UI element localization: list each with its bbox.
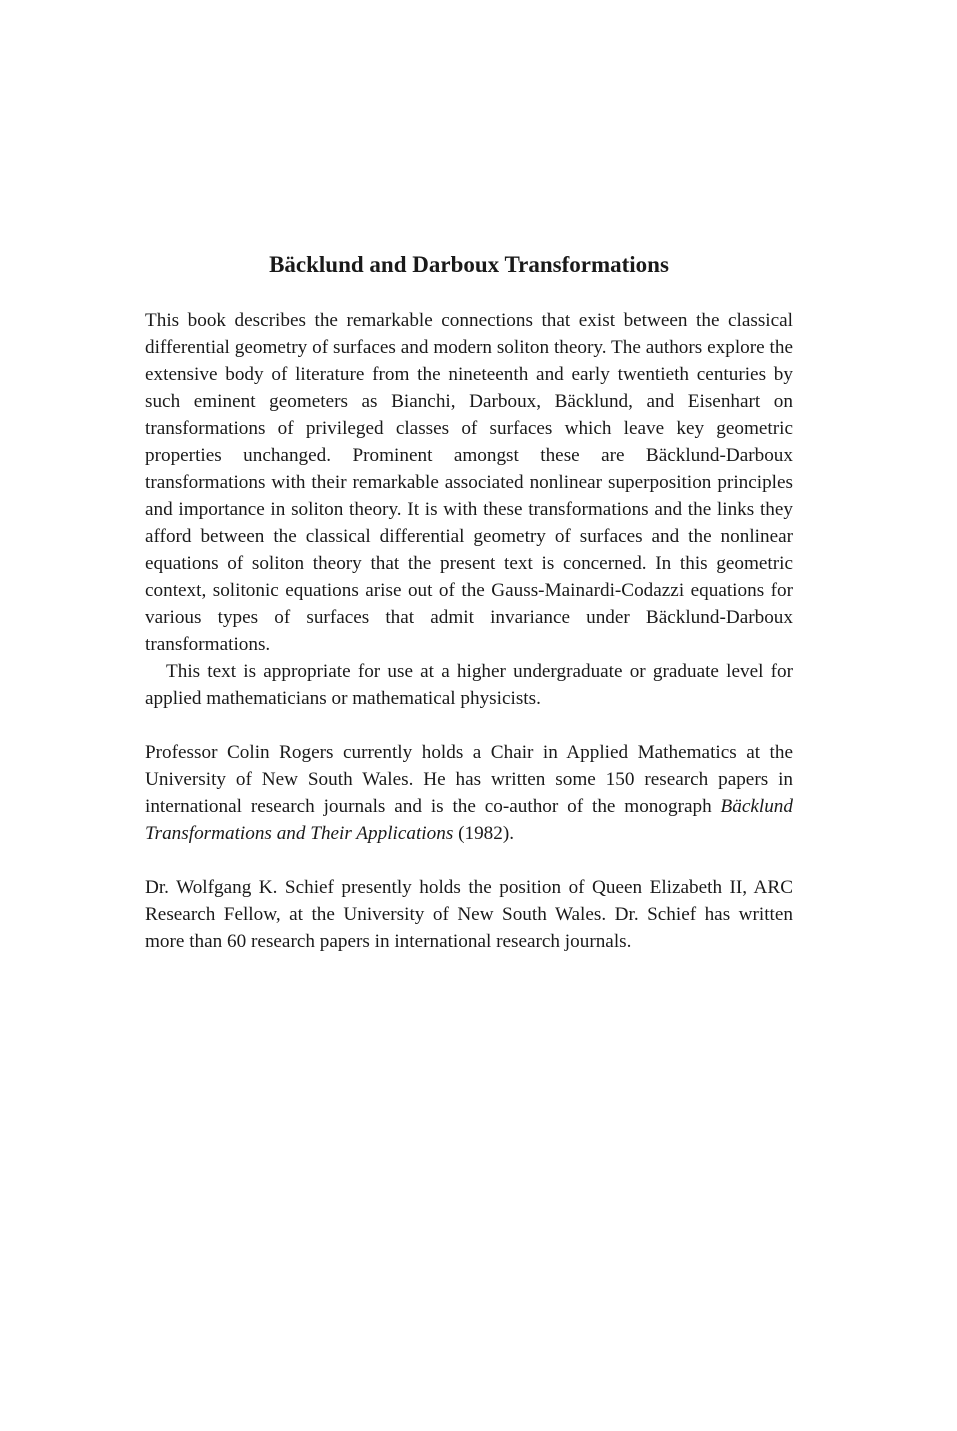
book-title: Bäcklund and Darboux Transformations (269, 252, 669, 277)
rogers-bio-text: Professor Colin Rogers currently holds a Chair in Applied Mathematics at the University of New South Wales. He has written some 150 research papers in international research journals and is the co-author of the monograph (145, 742, 793, 817)
author-bio-schief: Dr. Wolfgang K. Schief presently holds the position of Queen Elizabeth II, ARC Research Fellow, at the University of New South Wales. Dr. Schief has written more than 60 research papers in international research journals. (145, 877, 793, 952)
author-bio-rogers (145, 739, 793, 847)
monograph-year: (1982). (453, 823, 515, 844)
monograph-title: Bäcklund Transformations and Their Applications (145, 796, 793, 844)
description-paragraph-2: This text is appropriate for use at a higher undergraduate or graduate level for applied mathematicians or mathematical physicists. (145, 661, 793, 709)
blurb-page (145, 250, 793, 955)
description-paragraph-1: This book describes the remarkable connections that exist between the classical differential geometry of surfaces and modern soliton theory. The authors explore the extensive body of literature from the nineteenth and early twentieth centuries by such eminent geometers as Bianchi, Darboux, Bäcklund, and Eisenhart on transformations of privileged classes of surfaces which leave key geometric properties unchanged. Prominent amongst these are Bäcklund-Darboux transformations with their remarkable associated nonlinear superposition principles and importance in soliton theory. It is with these transformations and the links they afford between the classical differential geometry of surfaces and the nonlinear equations of soliton theory that the present text is concerned. In this geometric context, solitonic equations arise out of the Gauss-Mainardi-Codazzi equations for various types of surfaces that admit invariance under Bäcklund-Darboux transformations. (145, 310, 793, 655)
